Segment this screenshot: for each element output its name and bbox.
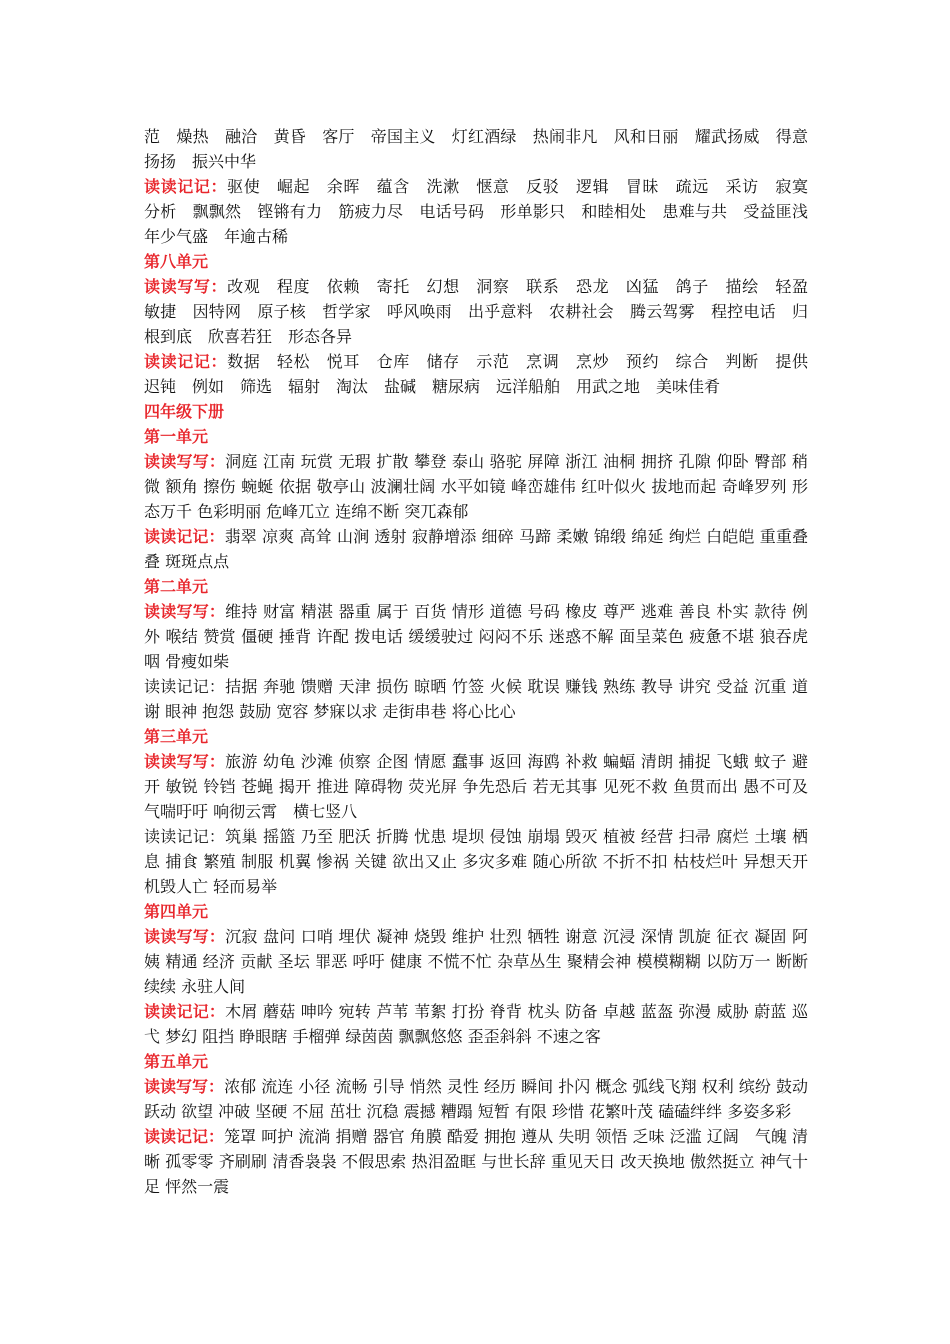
word-list-label: 读读记记：	[144, 1127, 225, 1146]
section-heading: 第五单元	[144, 1052, 209, 1071]
word-list-label: 读读写写：	[144, 602, 226, 621]
section-heading: 第三单元	[144, 727, 209, 746]
word-list-paragraph	[144, 599, 808, 674]
word-list-paragraph	[144, 824, 808, 899]
word-list-paragraph	[144, 1124, 808, 1199]
word-list-label: 读读写写：	[144, 452, 226, 471]
document-body	[144, 124, 824, 1199]
word-list-text: 维持 财富 精湛 器重 属于 百货 情形 道德 号码 橡皮 尊严 逃难 善良 朴实 款待 例外 喉结 赞赏 僵硬 捶背 许配 拨电话 缓缓驶过 闷闷不乐 迷惑不解 面呈菜色 疲惫不堪 狼吞虎咽 骨瘦如柴	[144, 602, 808, 671]
section-heading: 第一单元	[144, 427, 209, 446]
word-list-label: 读读写写：	[144, 927, 226, 946]
section-heading: 第八单元	[144, 252, 209, 271]
word-list-paragraph	[144, 349, 824, 399]
section-heading: 第四单元	[144, 902, 209, 921]
word-list-text: 范 燥热 融洽 黄昏 客厅 帝国主义 灯红酒绿 热闹非凡 风和日丽 耀武扬威 得意扬扬 振兴中华	[144, 127, 808, 171]
word-list-label: 读读记记：	[144, 177, 228, 196]
word-list-text: 筑巢 摇篮 乃至 肥沃 折腾 忧患 堤坝 侵蚀 崩塌 毁灭 植被 经营 扫帚 腐烂 土壤 栖息 捕食 繁殖 制服 机翼 惨祸 关键 欲出又止 多灾多难 随心所欲 不折不扣 枯枝烂叶 异想天开 机毁人亡 轻而易举	[144, 827, 808, 896]
word-list-text: 拮据 奔驰 馈赠 天津 损伤 晾晒 竹签 火候 耽误 赚钱 熟练 教导 讲究 受益 沉重 道谢 眼神 抱怨 鼓励 宽容 梦寐以求 走街串巷 将心比心	[144, 677, 808, 721]
word-list-paragraph	[144, 674, 808, 724]
word-list-text: 浓郁 流连 小径 流畅 引导 悄然 灵性 经历 瞬间 扑闪 概念 弧线飞翔 权利 缤纷 鼓动 跃动 欲望 冲破 坚硬 不屈 茁壮 沉稳 震撼 糟蹋 短暂 有限 珍惜 花繁叶茂 磕磕绊绊 多姿多彩	[144, 1077, 808, 1121]
word-list-text: 旅游 幼龟 沙滩 侦察 企图 情愿 蠢事 返回 海鸥 补救 蝙蝠 清朗 捕捉 飞蛾 蚊子 避开 敏锐 铃铛 苍蝇 揭开 推进 障碍物 荧光屏 争先恐后 若无其事 见死不救 鱼贯而出 愚不可及 气喘吁吁 响彻云霄 横七竖八	[144, 752, 808, 821]
word-list-label: 读读记记：	[144, 352, 228, 371]
word-list-paragraph	[144, 749, 808, 824]
word-list-paragraph	[144, 124, 808, 174]
word-list-paragraph	[144, 1074, 808, 1124]
section-heading: 四年级下册	[144, 402, 225, 421]
word-list-label: 读读记记：	[144, 677, 226, 696]
word-list-text: 改观 程度 依赖 寄托 幻想 洞察 联系 恐龙 凶猛 鸽子 描绘 轻盈 敏捷 因特网 原子核 哲学家 呼风唤雨 出乎意料 农耕社会 腾云驾雾 程控电话 归根到底 欣喜若狂 形态各异	[144, 277, 824, 346]
word-list-paragraph	[144, 274, 824, 349]
word-list-text: 数据 轻松 悦耳 仓库 储存 示范 烹调 烹炒 预约 综合 判断 提供 迟钝 例如 筛选 辐射 淘汰 盐碱 糖尿病 远洋船舶 用武之地 美味佳肴	[144, 352, 824, 396]
word-list-text: 洞庭 江南 玩赏 无瑕 扩散 攀登 泰山 骆驼 屏障 浙江 油桐 拥挤 孔隙 仰卧 臀部 稍微 额角 擦伤 蜿蜒 依据 敬亭山 波澜壮阔 水平如镜 峰峦雄伟 红叶似火 拔地而起 奇峰罗列 形态万千 色彩明丽 危峰兀立 连绵不断 突兀森郁	[144, 452, 808, 521]
section-heading: 第二单元	[144, 577, 209, 596]
word-list-text: 驱使 崛起 余晖 蕴含 洗漱 惬意 反驳 逻辑 冒昧 疏远 采访 寂寞 分析 飘飘然 铿锵有力 筋疲力尽 电话号码 形单影只 和睦相处 患难与共 受益匪浅 年少气盛 年逾古稀	[144, 177, 824, 246]
word-list-text: 沉寂 盘问 口哨 埋伏 凝神 烧毁 维护 壮烈 牺牲 谢意 沉浸 深情 凯旋 征衣 凝固 阿姨 精通 经济 贡献 圣坛 罪恶 呼吁 健康 不慌不忙 杂草丛生 聚精会神 模模糊糊 以防万一 断断续续 永驻人间	[144, 927, 808, 996]
word-list-text: 笼罩 呵护 流淌 捐赠 器官 角膜 酷爱 拥抱 遵从 失明 领悟 乏味 泛滥 辽阔 气魄 清晰 孤零零 齐刷刷 清香袅袅 不假思索 热泪盈眶 与世长辞 重见天日 改天换地 傲然挺立 神气十足 怦然一震	[144, 1127, 808, 1196]
word-list-text: 木屑 蘑菇 呻吟 宛转 芦苇 苇絮 打扮 脊背 枕头 防备 卓越 蓝盔 弥漫 威胁 蔚蓝 巡弋 梦幻 阻挡 睁眼瞎 手榴弹 绿茵茵 飘飘悠悠 歪歪斜斜 不速之客	[144, 1002, 808, 1046]
word-list-label: 读读记记：	[144, 827, 226, 846]
word-list-paragraph	[144, 999, 808, 1049]
word-list-label: 读读记记：	[144, 1002, 226, 1021]
word-list-paragraph	[144, 524, 808, 574]
word-list-paragraph	[144, 924, 808, 999]
word-list-paragraph	[144, 174, 824, 249]
word-list-label: 读读记记：	[144, 527, 225, 546]
word-list-label: 读读写写：	[144, 277, 228, 296]
word-list-label: 读读写写：	[144, 1077, 225, 1096]
word-list-label: 读读写写：	[144, 752, 226, 771]
word-list-text: 翡翠 凉爽 高耸 山涧 透射 寂静增添 细碎 马蹄 柔嫩 锦缎 绵延 绚烂 白皑皑 重重叠叠 斑斑点点	[144, 527, 808, 571]
word-list-paragraph	[144, 449, 808, 524]
